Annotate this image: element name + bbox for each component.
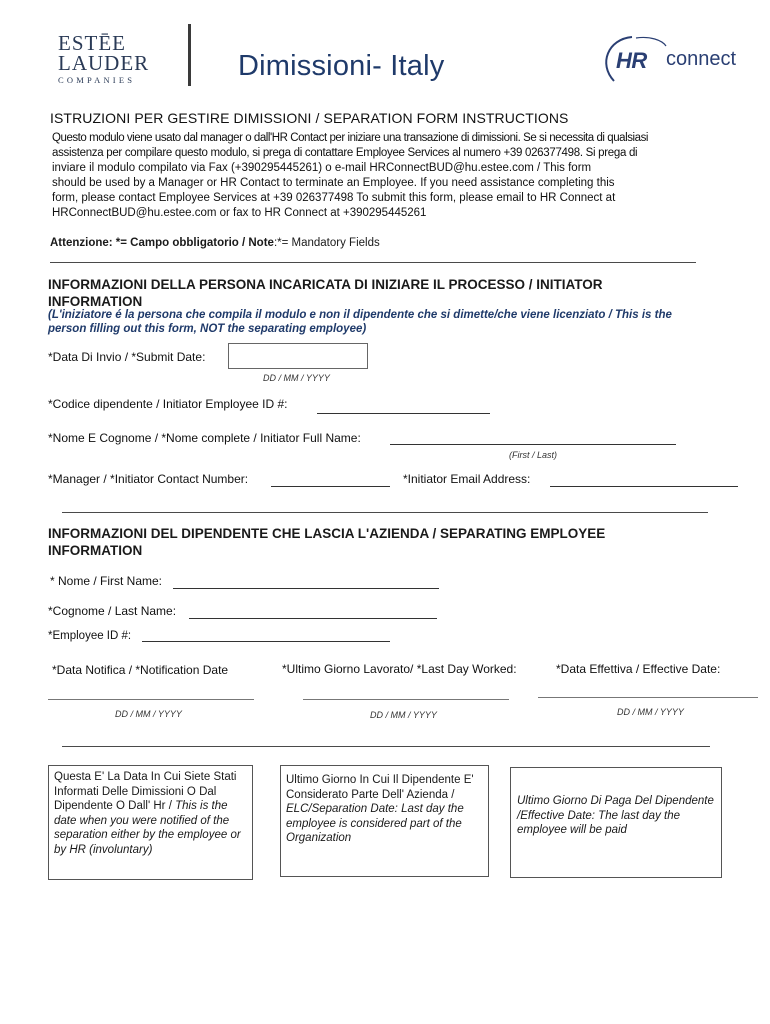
- initiator-heading-line-2: INFORMATION: [48, 294, 143, 309]
- mandatory-note-rest: :*= Mandatory Fields: [273, 237, 380, 249]
- instructions-line: should be used by a Manager or HR Contact to terminate an Employee. If you need assistance completing this: [52, 177, 615, 189]
- initiator-subheading-line-2: person filling out this form, NOT the separating employee): [48, 323, 367, 335]
- initiator-subheading-line-1: (L'iniziatore é la persona che compila il modulo e non il dipendente che si dimette/che viene licenziato / This is the: [48, 309, 672, 321]
- instructions-line: Questo modulo viene usato dal manager o dall'HR Contact per iniziare una transazione di dimissioni. Se si necessita di qualsiasi: [52, 132, 648, 144]
- initiator-contact-input[interactable]: [271, 486, 390, 487]
- instructions-line: HRConnectBUD@hu.estee.com or fax to HR Connect at +390295445261: [52, 207, 427, 219]
- mandatory-note-bold: Attenzione: *= Campo obbligatorio / Note: [50, 237, 274, 249]
- effective-date-hint: DD / MM / YYYY: [617, 707, 684, 717]
- section-divider: [62, 746, 710, 747]
- page-title: Dimissioni- Italy: [238, 50, 445, 82]
- box2-text: Ultimo Giorno In Cui Il Dipendente E' Considerato Parte Dell' Azienda /: [286, 774, 474, 801]
- logo-line-3: COMPANIES: [58, 75, 136, 85]
- effective-date-input[interactable]: [538, 697, 758, 698]
- initiator-full-name-input[interactable]: [390, 444, 676, 445]
- last-day-worked-explanation-box: [280, 765, 489, 877]
- section-divider: [62, 512, 708, 513]
- full-name-hint: (First / Last): [509, 450, 558, 460]
- last-day-worked-label: *Ultimo Giorno Lavorato/ *Last Day Worked:: [282, 662, 517, 676]
- initiator-heading: [48, 276, 603, 310]
- instructions-paragraph: [52, 131, 702, 221]
- logo-line-2: LAUDER: [58, 51, 150, 75]
- last-name-input[interactable]: [189, 618, 437, 619]
- employee-id-input[interactable]: [142, 641, 390, 642]
- initiator-heading-line-1: INFORMAZIONI DELLA PERSONA INCARICATA DI INIZIARE IL PROCESSO / INITIATOR: [48, 277, 603, 292]
- instructions-line: form, please contact Employee Services at +39 026377498 To submit this form, please email to HR Connect at: [52, 192, 616, 204]
- notification-date-explanation-box: [48, 765, 253, 880]
- hr-connect-text: connect: [666, 48, 737, 70]
- employee-heading-line-2: INFORMATION: [48, 543, 143, 558]
- section-divider: [50, 262, 696, 263]
- submit-date-input[interactable]: [228, 343, 368, 369]
- last-day-worked-hint: DD / MM / YYYY: [370, 710, 437, 720]
- employee-id-label: *Employee ID #:: [48, 630, 132, 642]
- submit-date-label: *Data Di Invio / *Submit Date:: [48, 350, 206, 364]
- logo-line-1: ESTĒE: [58, 31, 126, 55]
- mandatory-note: [50, 237, 380, 249]
- employee-heading: [48, 525, 605, 559]
- initiator-contact-label: *Manager / *Initiator Contact Number:: [48, 472, 249, 486]
- initiator-employee-id-input[interactable]: [317, 413, 490, 414]
- initiator-email-label: *Initiator Email Address:: [403, 472, 531, 486]
- submit-date-hint: DD / MM / YYYY: [263, 373, 330, 383]
- initiator-email-input[interactable]: [550, 486, 738, 487]
- last-day-worked-input[interactable]: [303, 699, 509, 700]
- estee-lauder-logo: [58, 33, 168, 86]
- employee-heading-line-1: INFORMAZIONI DEL DIPENDENTE CHE LASCIA L'AZIENDA / SEPARATING EMPLOYEE: [48, 526, 606, 541]
- instructions-line: inviare il modulo compilato via Fax (+390295445261) o e-mail HRConnectBUD@hu.estee.com / This form: [52, 162, 592, 174]
- first-name-label: * Nome / First Name:: [50, 574, 163, 588]
- initiator-subheading: [48, 308, 672, 336]
- hr-badge-text: HR: [616, 48, 647, 73]
- instructions-heading: ISTRUZIONI PER GESTIRE DIMISSIONI / SEPARATION FORM INSTRUCTIONS: [50, 110, 569, 126]
- notification-date-hint: DD / MM / YYYY: [115, 709, 182, 719]
- box2-italic-text: ELC/Separation Date: Last day the employee is considered part of the Organization: [286, 803, 464, 844]
- initiator-full-name-label: *Nome E Cognome / *Nome complete / Initiator Full Name:: [48, 431, 361, 445]
- notification-date-label: *Data Notifica / *Notification Date: [52, 663, 229, 677]
- notification-date-input[interactable]: [48, 699, 254, 700]
- box1-text: Questa E' La Data In Cui Siete Stati Informati Delle Dimissioni O Dal Dipendente O Dall' Hr /: [54, 771, 237, 812]
- first-name-input[interactable]: [173, 588, 439, 589]
- box3-italic-text: Ultimo Giorno Di Paga Del Dipendente /Effective Date: The last day the employee will be paid: [517, 795, 714, 836]
- header-divider: [188, 24, 191, 86]
- instructions-line: assistenza per compilare questo modulo, si prega di contattare Employee Services al numero +39 026377498. Si prega di: [52, 147, 638, 159]
- effective-date-explanation-box: [510, 767, 722, 878]
- last-name-label: *Cognome / Last Name:: [48, 604, 177, 618]
- box1-italic-text: This is the date when you were notified of the separation either by the employee or by HR (involuntary): [54, 800, 241, 856]
- hr-connect-logo: [600, 34, 760, 86]
- initiator-employee-id-label: *Codice dipendente / Initiator Employee ID #:: [48, 397, 288, 411]
- effective-date-label: *Data Effettiva / Effective Date:: [556, 662, 721, 676]
